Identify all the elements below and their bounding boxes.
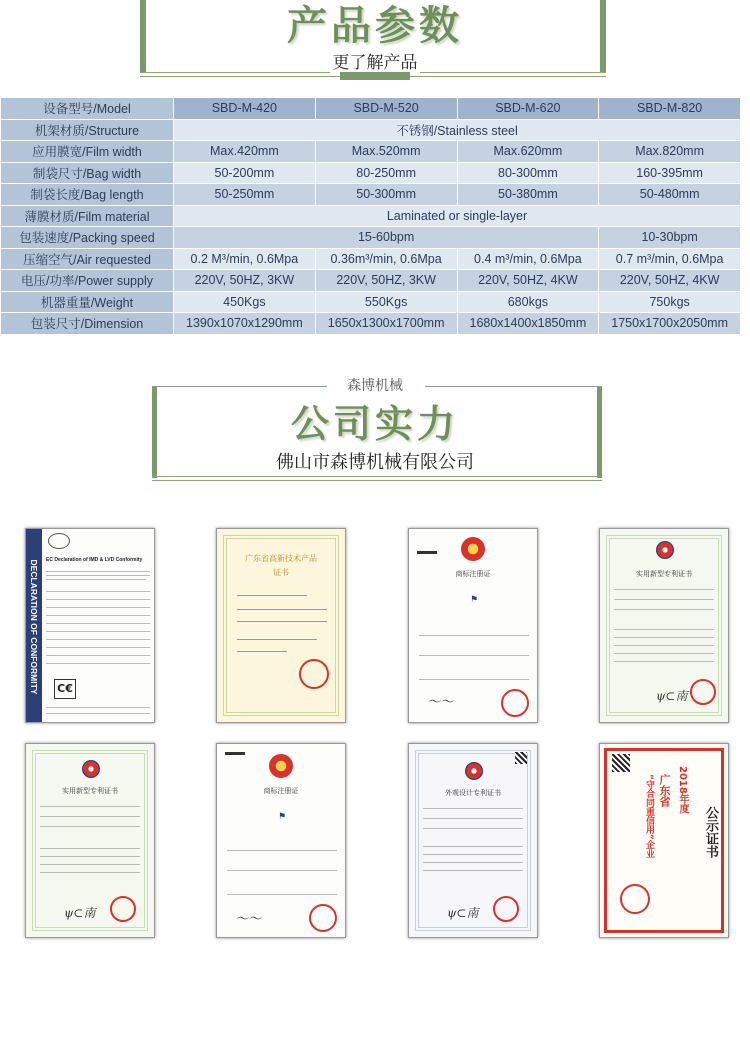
brand-logo-icon: ⚑	[469, 595, 479, 605]
red-seal-icon	[493, 896, 519, 922]
table-row	[1, 292, 740, 313]
table-row	[1, 163, 740, 184]
row-label: 机架材质/Structure	[1, 120, 173, 141]
row-label: 薄膜材质/Film material	[1, 206, 173, 227]
brand-label: 森博机械	[347, 378, 403, 394]
signature-icon: 〜〜	[235, 912, 262, 927]
red-seal-icon	[110, 896, 136, 922]
section-title: 公司实力	[290, 401, 459, 446]
trademark-certificate	[216, 743, 346, 938]
table-cell: Max.620mm	[458, 141, 599, 162]
cert-heading: 外观设计专利证书	[445, 789, 501, 797]
text-line	[419, 635, 529, 636]
qr-code-icon	[612, 754, 630, 772]
table-cell: 1390x1070x1290mm	[174, 313, 315, 334]
logo-icon	[48, 533, 70, 549]
signature-icon: ψ⊂南	[656, 689, 688, 703]
text-line	[46, 713, 150, 714]
cert-year: 2018年度	[677, 766, 688, 814]
text-line	[614, 645, 714, 646]
cert-heading: 实用新型专利证书	[62, 787, 118, 795]
text-line	[419, 655, 529, 656]
table-row	[1, 206, 740, 227]
table-cell: Laminated or single-layer	[174, 206, 740, 227]
table-cell: 0.2 M³/min, 0.6Mpa	[174, 249, 315, 270]
credit-enterprise-certificate	[599, 743, 729, 938]
row-label: 制袋长度/Bag length	[1, 184, 173, 205]
table-cell: 0.7 m³/min, 0.6Mpa	[599, 249, 740, 270]
red-seal-icon	[620, 884, 650, 914]
text-line	[40, 848, 140, 849]
brand-logo-icon: ⚑	[277, 812, 287, 822]
cert-heading: 商标注册证	[263, 787, 299, 795]
text-line	[614, 589, 714, 590]
cert-heading: 公示证书	[703, 806, 718, 858]
text-line	[40, 864, 140, 865]
text-line	[237, 621, 327, 622]
text-line	[423, 870, 523, 871]
text-line	[423, 854, 523, 855]
text-line	[46, 707, 150, 708]
section-title: 产品参数	[287, 2, 463, 49]
cert-heading: EC Declaration of IMD & LVD Conformity	[46, 557, 143, 563]
ce-declaration-certificate	[25, 528, 155, 723]
table-row	[1, 141, 740, 162]
text-line	[40, 856, 140, 857]
table-cell: 1750x1700x2050mm	[599, 313, 740, 334]
header-cell: SBD-M-620	[458, 98, 599, 119]
text-line	[237, 639, 317, 640]
row-label: 包装尺寸/Dimension	[1, 313, 173, 334]
text-line	[614, 653, 714, 654]
table-cell: 80-300mm	[458, 163, 599, 184]
red-seal-icon	[309, 904, 337, 932]
table-cell: 220V, 50HZ, 3KW	[316, 270, 457, 291]
text-line	[237, 609, 327, 610]
cert-subheading: 证书	[273, 568, 289, 577]
table-cell: 1680x1400x1850mm	[458, 313, 599, 334]
header-cell: 设备型号/Model	[1, 98, 173, 119]
table-cell: Max.820mm	[599, 141, 740, 162]
text-line	[237, 651, 287, 652]
table-cell: 50-300mm	[316, 184, 457, 205]
company-name: 佛山市森博机械有限公司	[276, 452, 474, 473]
spec-table	[0, 97, 741, 335]
header-cell: SBD-M-820	[599, 98, 740, 119]
text-line	[423, 828, 523, 829]
text-line	[423, 808, 523, 809]
text-line	[46, 655, 150, 656]
row-label: 应用膜宽/Film width	[1, 141, 173, 162]
table-row	[1, 270, 740, 291]
text-line	[227, 894, 337, 895]
cert-heading: 商标注册证	[455, 570, 491, 578]
text-line	[46, 639, 150, 640]
table-cell: 50-250mm	[174, 184, 315, 205]
qr-code-icon	[515, 752, 527, 764]
header-cell: SBD-M-520	[316, 98, 457, 119]
signature-icon: ψ⊂南	[64, 906, 96, 920]
signature-icon: ψ⊂南	[447, 906, 479, 920]
red-seal-icon	[690, 679, 716, 705]
patent-office-logo-icon	[82, 760, 100, 778]
table-row	[1, 120, 740, 141]
table-cell: 220V, 50HZ, 3KW	[174, 270, 315, 291]
row-label: 电压/功率/Power supply	[1, 270, 173, 291]
table-cell: 750kgs	[599, 292, 740, 313]
table-row	[1, 313, 740, 334]
table-cell: Max.520mm	[316, 141, 457, 162]
text-line	[419, 679, 529, 680]
frame-line	[152, 480, 602, 481]
table-row	[1, 227, 740, 248]
table-cell: 450Kgs	[174, 292, 315, 313]
national-emblem-icon	[269, 754, 293, 778]
text-line	[46, 663, 150, 664]
text-line	[46, 571, 150, 572]
table-cell: Max.420mm	[174, 141, 315, 162]
text-line	[46, 599, 150, 600]
cert-heading: 广东省高新技术产品	[245, 554, 317, 563]
row-label: 压缩空气/Air requested	[1, 249, 173, 270]
text-line	[614, 637, 714, 638]
high-tech-product-certificate	[216, 528, 346, 723]
signature-icon: 〜〜	[427, 695, 454, 710]
row-label: 机器重量/Weight	[1, 292, 173, 313]
national-emblem-icon	[461, 537, 485, 561]
barcode-mark	[417, 551, 437, 554]
text-line	[614, 609, 714, 610]
table-cell: 0.4 m³/min, 0.6Mpa	[458, 249, 599, 270]
cert-heading: 实用新型专利证书	[636, 570, 692, 578]
frame-line	[152, 476, 602, 477]
header-cell: SBD-M-420	[174, 98, 315, 119]
table-cell: 15-60bpm	[174, 227, 598, 248]
table-cell: 10-30bpm	[599, 227, 740, 248]
table-cell: 160-395mm	[599, 163, 740, 184]
table-cell: 50-380mm	[458, 184, 599, 205]
table-cell: 220V, 50HZ, 4KW	[599, 270, 740, 291]
design-patent-certificate	[408, 743, 538, 938]
section-subtitle: 更了解产品	[332, 53, 418, 73]
text-line	[237, 595, 307, 596]
text-line	[46, 591, 150, 592]
text-line	[40, 816, 140, 817]
patent-office-logo-icon	[656, 541, 674, 559]
red-seal-icon	[299, 659, 329, 689]
text-line	[46, 623, 150, 624]
row-label: 包装速度/Packing speed	[1, 227, 173, 248]
text-line	[614, 629, 714, 630]
trademark-certificate	[408, 528, 538, 723]
text-line	[423, 846, 523, 847]
table-header-row	[1, 98, 740, 119]
cert-title: “守合同重信用”企业	[644, 774, 654, 858]
text-line	[40, 872, 140, 873]
text-line	[46, 607, 150, 608]
table-cell: 550Kgs	[316, 292, 457, 313]
frame-notch	[340, 72, 410, 80]
utility-patent-certificate	[25, 743, 155, 938]
text-line	[46, 615, 150, 616]
table-cell: 0.36m³/min, 0.6Mpa	[316, 249, 457, 270]
table-cell: 50-200mm	[174, 163, 315, 184]
red-seal-icon	[501, 689, 529, 717]
cert-province: 广东省	[658, 774, 671, 807]
text-line	[46, 631, 150, 632]
table-cell: 1650x1300x1700mm	[316, 313, 457, 334]
text-line	[227, 850, 337, 851]
text-line	[423, 862, 523, 863]
patent-office-logo-icon	[465, 762, 483, 780]
text-line	[423, 818, 523, 819]
text-line	[227, 870, 337, 871]
utility-patent-certificate	[599, 528, 729, 723]
text-line	[46, 575, 150, 576]
table-cell: 220V, 50HZ, 4KW	[458, 270, 599, 291]
table-cell: 80-250mm	[316, 163, 457, 184]
table-cell: 50-480mm	[599, 184, 740, 205]
text-line	[46, 647, 150, 648]
table-row	[1, 184, 740, 205]
text-line	[40, 826, 140, 827]
text-line	[614, 599, 714, 600]
text-line	[40, 806, 140, 807]
table-cell: 不锈钢/Stainless steel	[174, 120, 740, 141]
text-line	[614, 661, 714, 662]
text-line	[46, 579, 146, 580]
table-cell: 680kgs	[458, 292, 599, 313]
side-text: DECLARATION OF CONFORMITY	[29, 559, 39, 695]
ce-mark-icon: C€	[54, 679, 76, 699]
row-label: 制袋尺寸/Bag width	[1, 163, 173, 184]
table-row	[1, 249, 740, 270]
barcode-mark	[225, 752, 245, 755]
